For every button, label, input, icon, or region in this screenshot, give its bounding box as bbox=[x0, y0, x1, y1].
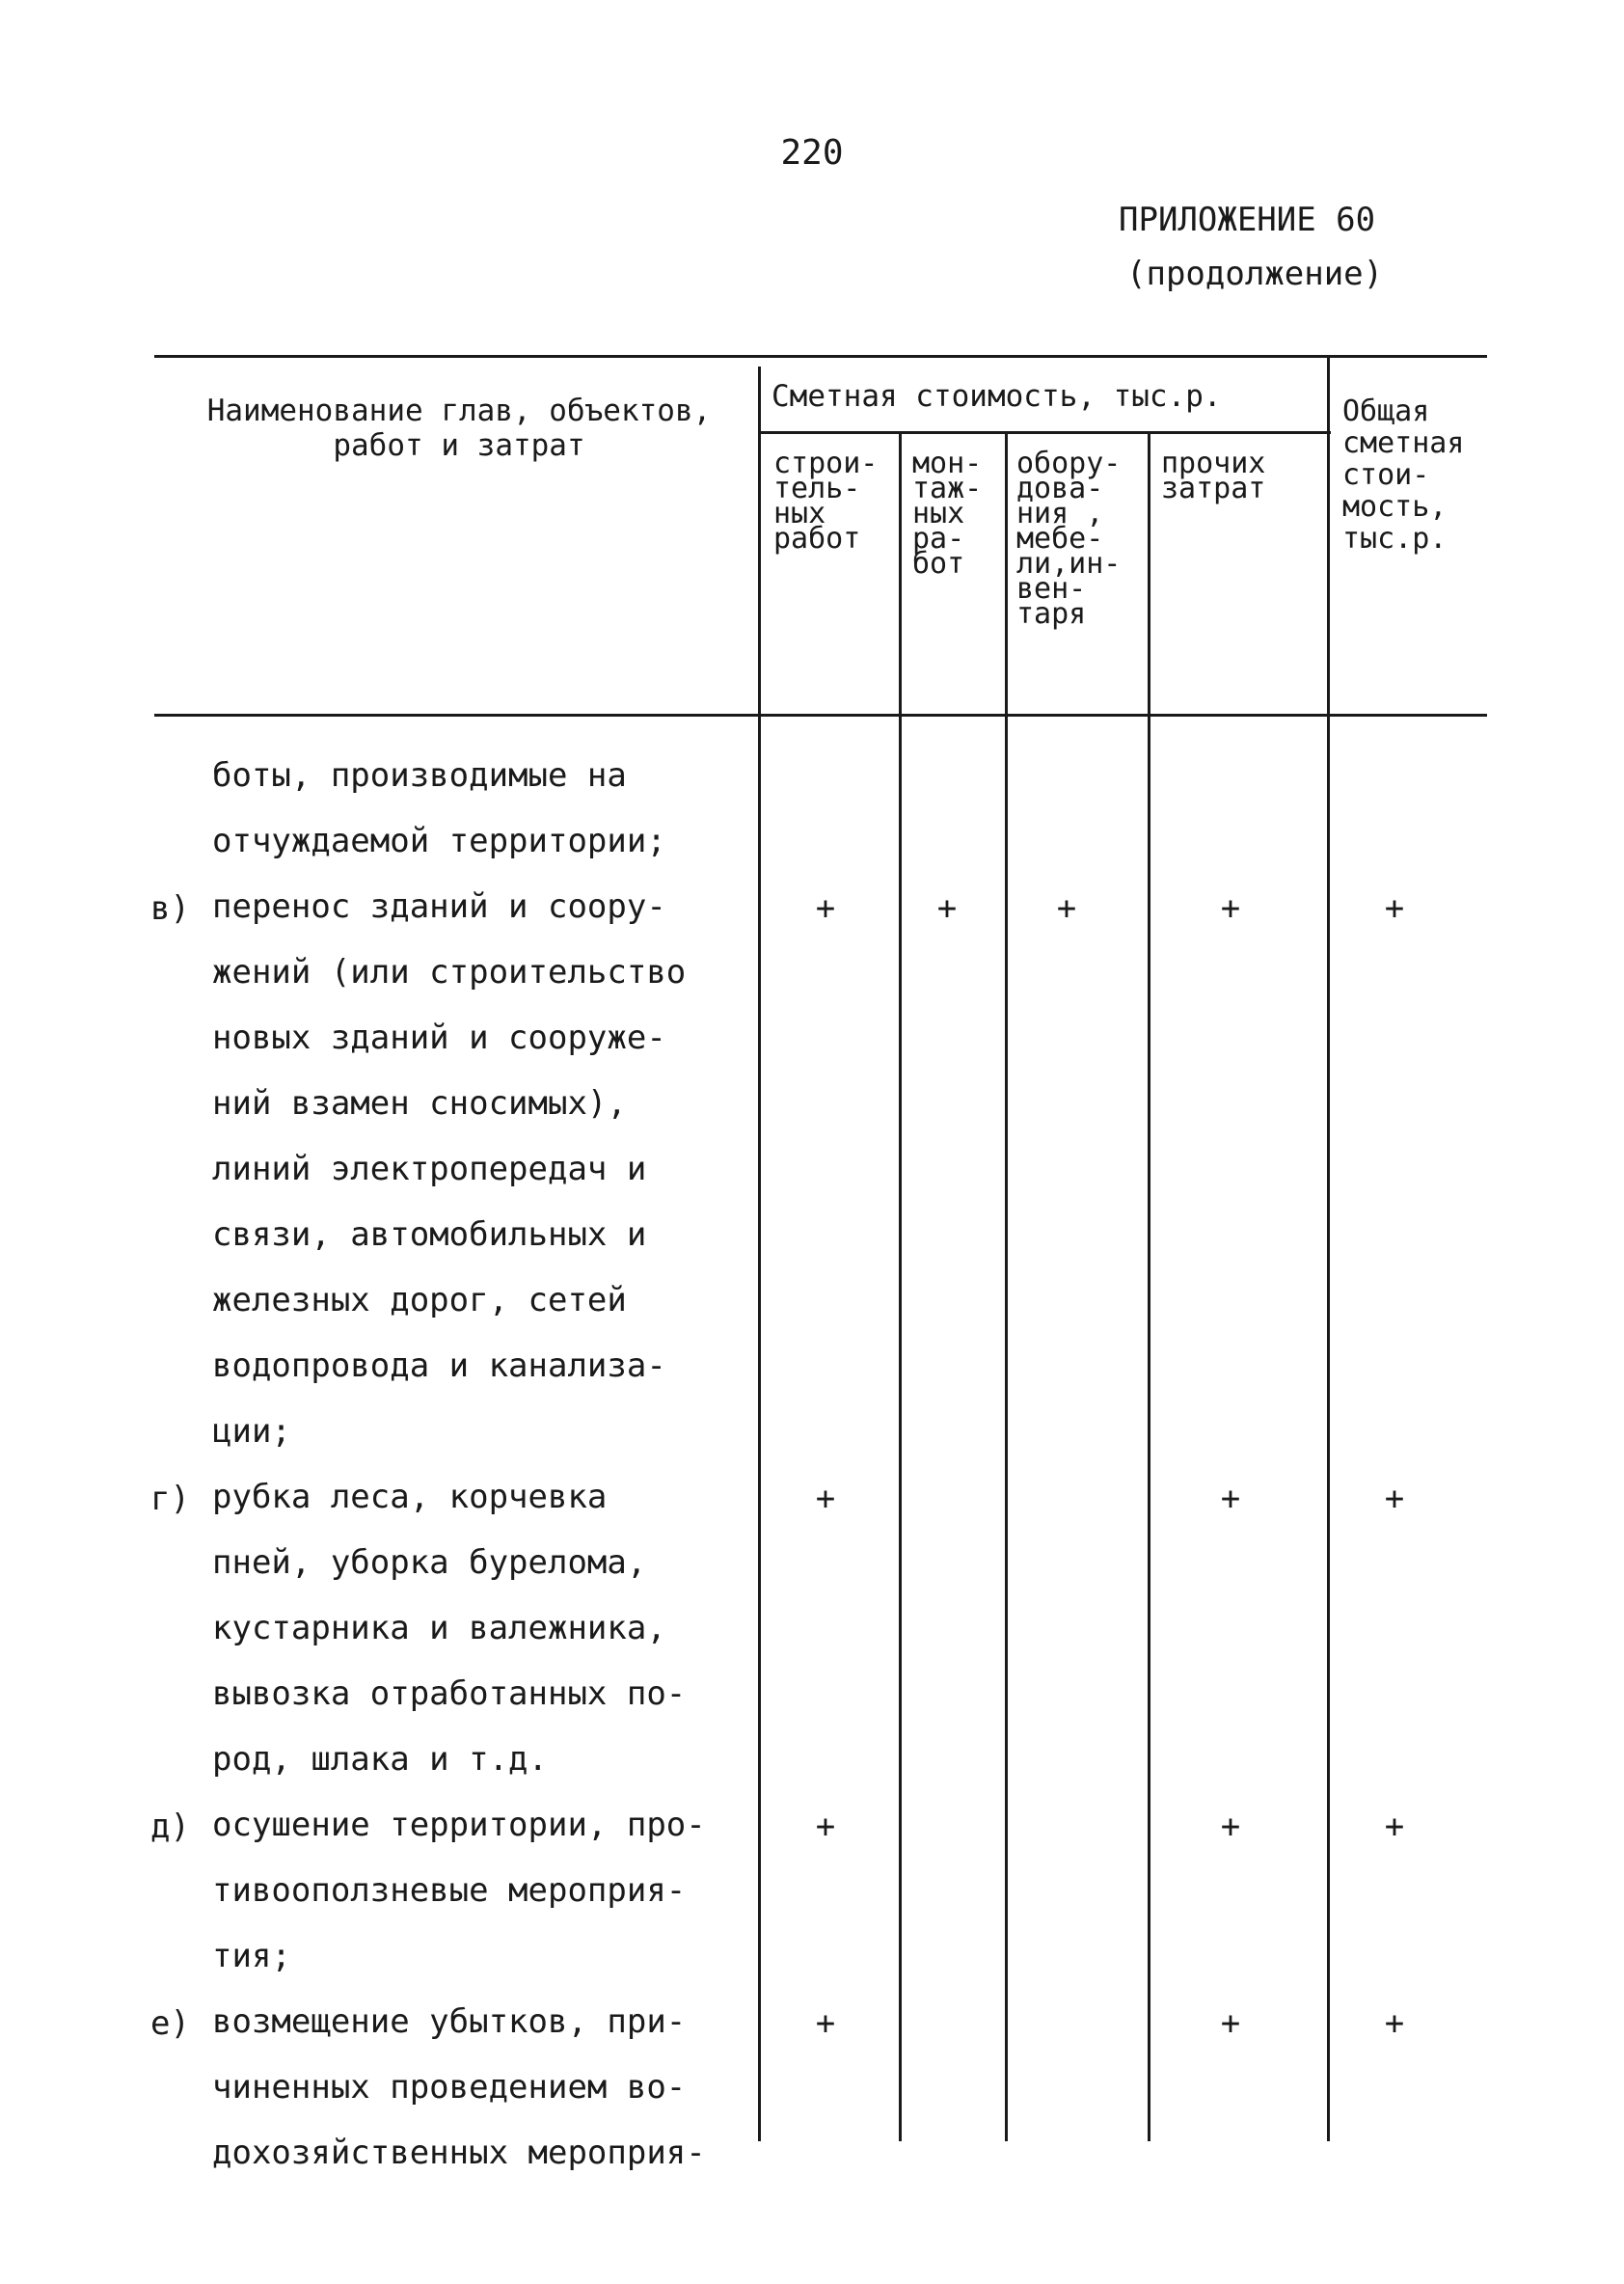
row-text-line: ции; bbox=[212, 1412, 291, 1451]
intro-line: боты, производимые на bbox=[212, 756, 627, 795]
row-text-line: водопровода и канализа- bbox=[212, 1346, 666, 1385]
row-text-line: железных дорог, сетей bbox=[212, 1281, 627, 1319]
appendix-subtitle: (продолжение) bbox=[1126, 255, 1384, 293]
plus-mark: + bbox=[1220, 1808, 1241, 1846]
col-divider-2 bbox=[1005, 432, 1008, 2141]
group-header-rule bbox=[760, 431, 1331, 434]
row-text-line: пней, уборка бурелома, bbox=[212, 1543, 647, 1582]
plus-mark: + bbox=[815, 1808, 836, 1846]
row-text-line: связи, автомобильных и bbox=[212, 1215, 647, 1254]
plus-mark: + bbox=[1384, 1808, 1405, 1846]
plus-mark: + bbox=[1384, 889, 1405, 928]
row-text-line: ний взамен сносимых), bbox=[212, 1084, 627, 1123]
header-col-installation: мон- таж- ных ра- бот bbox=[912, 447, 983, 581]
plus-mark: + bbox=[815, 2004, 836, 2043]
header-col-equipment: обору- дова- ния , мебе- ли,ин- вен- таря bbox=[1016, 447, 1122, 631]
plus-mark: + bbox=[1220, 1480, 1241, 1518]
plus-mark: + bbox=[815, 1480, 836, 1518]
header-bottom-rule bbox=[154, 714, 1487, 717]
plus-mark: + bbox=[1384, 2004, 1405, 2043]
row-text-line: жений (или строительство bbox=[212, 953, 687, 992]
header-col-construction: строи- тель- ных работ bbox=[773, 447, 879, 556]
row-letter: г) bbox=[150, 1480, 190, 1518]
row-letter: е) bbox=[150, 2004, 190, 2043]
row-text-line: осушение территории, про- bbox=[212, 1806, 706, 1844]
header-name-column bbox=[170, 394, 748, 463]
row-text-line: возмещение убытков, при- bbox=[212, 2002, 687, 2041]
col-divider-1 bbox=[899, 432, 902, 2141]
row-text-line: род, шлака и т.д. bbox=[212, 1740, 548, 1779]
row-text-line: вывозка отработанных по- bbox=[212, 1674, 687, 1713]
table-top-rule bbox=[154, 355, 1487, 358]
row-text-line: кустарника и валежника, bbox=[212, 1609, 666, 1647]
plus-mark: + bbox=[1056, 889, 1077, 928]
row-text-line: линий электропередач и bbox=[212, 1150, 647, 1188]
header-group: Сметная стоимость, тыс.р. bbox=[771, 379, 1222, 414]
header-col-other: прочих затрат bbox=[1161, 447, 1266, 505]
page-number: 220 bbox=[780, 133, 844, 173]
plus-mark: + bbox=[1384, 1480, 1405, 1518]
appendix-title: ПРИЛОЖЕНИЕ 60 bbox=[1119, 201, 1376, 239]
row-letter: д) bbox=[150, 1808, 190, 1846]
plus-mark: + bbox=[1220, 2004, 1241, 2043]
header-name-text: Наименование глав, объектов, работ и затрат bbox=[206, 394, 712, 463]
col-divider-name bbox=[758, 367, 761, 2141]
row-text-line: тивооползневые мероприя- bbox=[212, 1871, 687, 1910]
row-text-line: тия; bbox=[212, 1937, 291, 1975]
col-divider-3 bbox=[1148, 432, 1150, 2141]
plus-mark: + bbox=[1220, 889, 1241, 928]
header-col-total: Общая сметная стои- мость, тыс.р. bbox=[1342, 394, 1465, 556]
plus-mark: + bbox=[815, 889, 836, 928]
row-text-line: дохозяйственных мероприя- bbox=[212, 2134, 706, 2172]
col-divider-total bbox=[1327, 357, 1330, 2141]
plus-mark: + bbox=[936, 889, 958, 928]
intro-line: отчуждаемой территории; bbox=[212, 822, 666, 860]
row-text-line: чиненных проведением во- bbox=[212, 2068, 687, 2107]
row-text-line: перенос зданий и соору- bbox=[212, 887, 666, 926]
row-text-line: рубка леса, корчевка bbox=[212, 1478, 608, 1516]
row-text-line: новых зданий и сооруже- bbox=[212, 1019, 666, 1057]
row-letter: в) bbox=[150, 889, 190, 928]
